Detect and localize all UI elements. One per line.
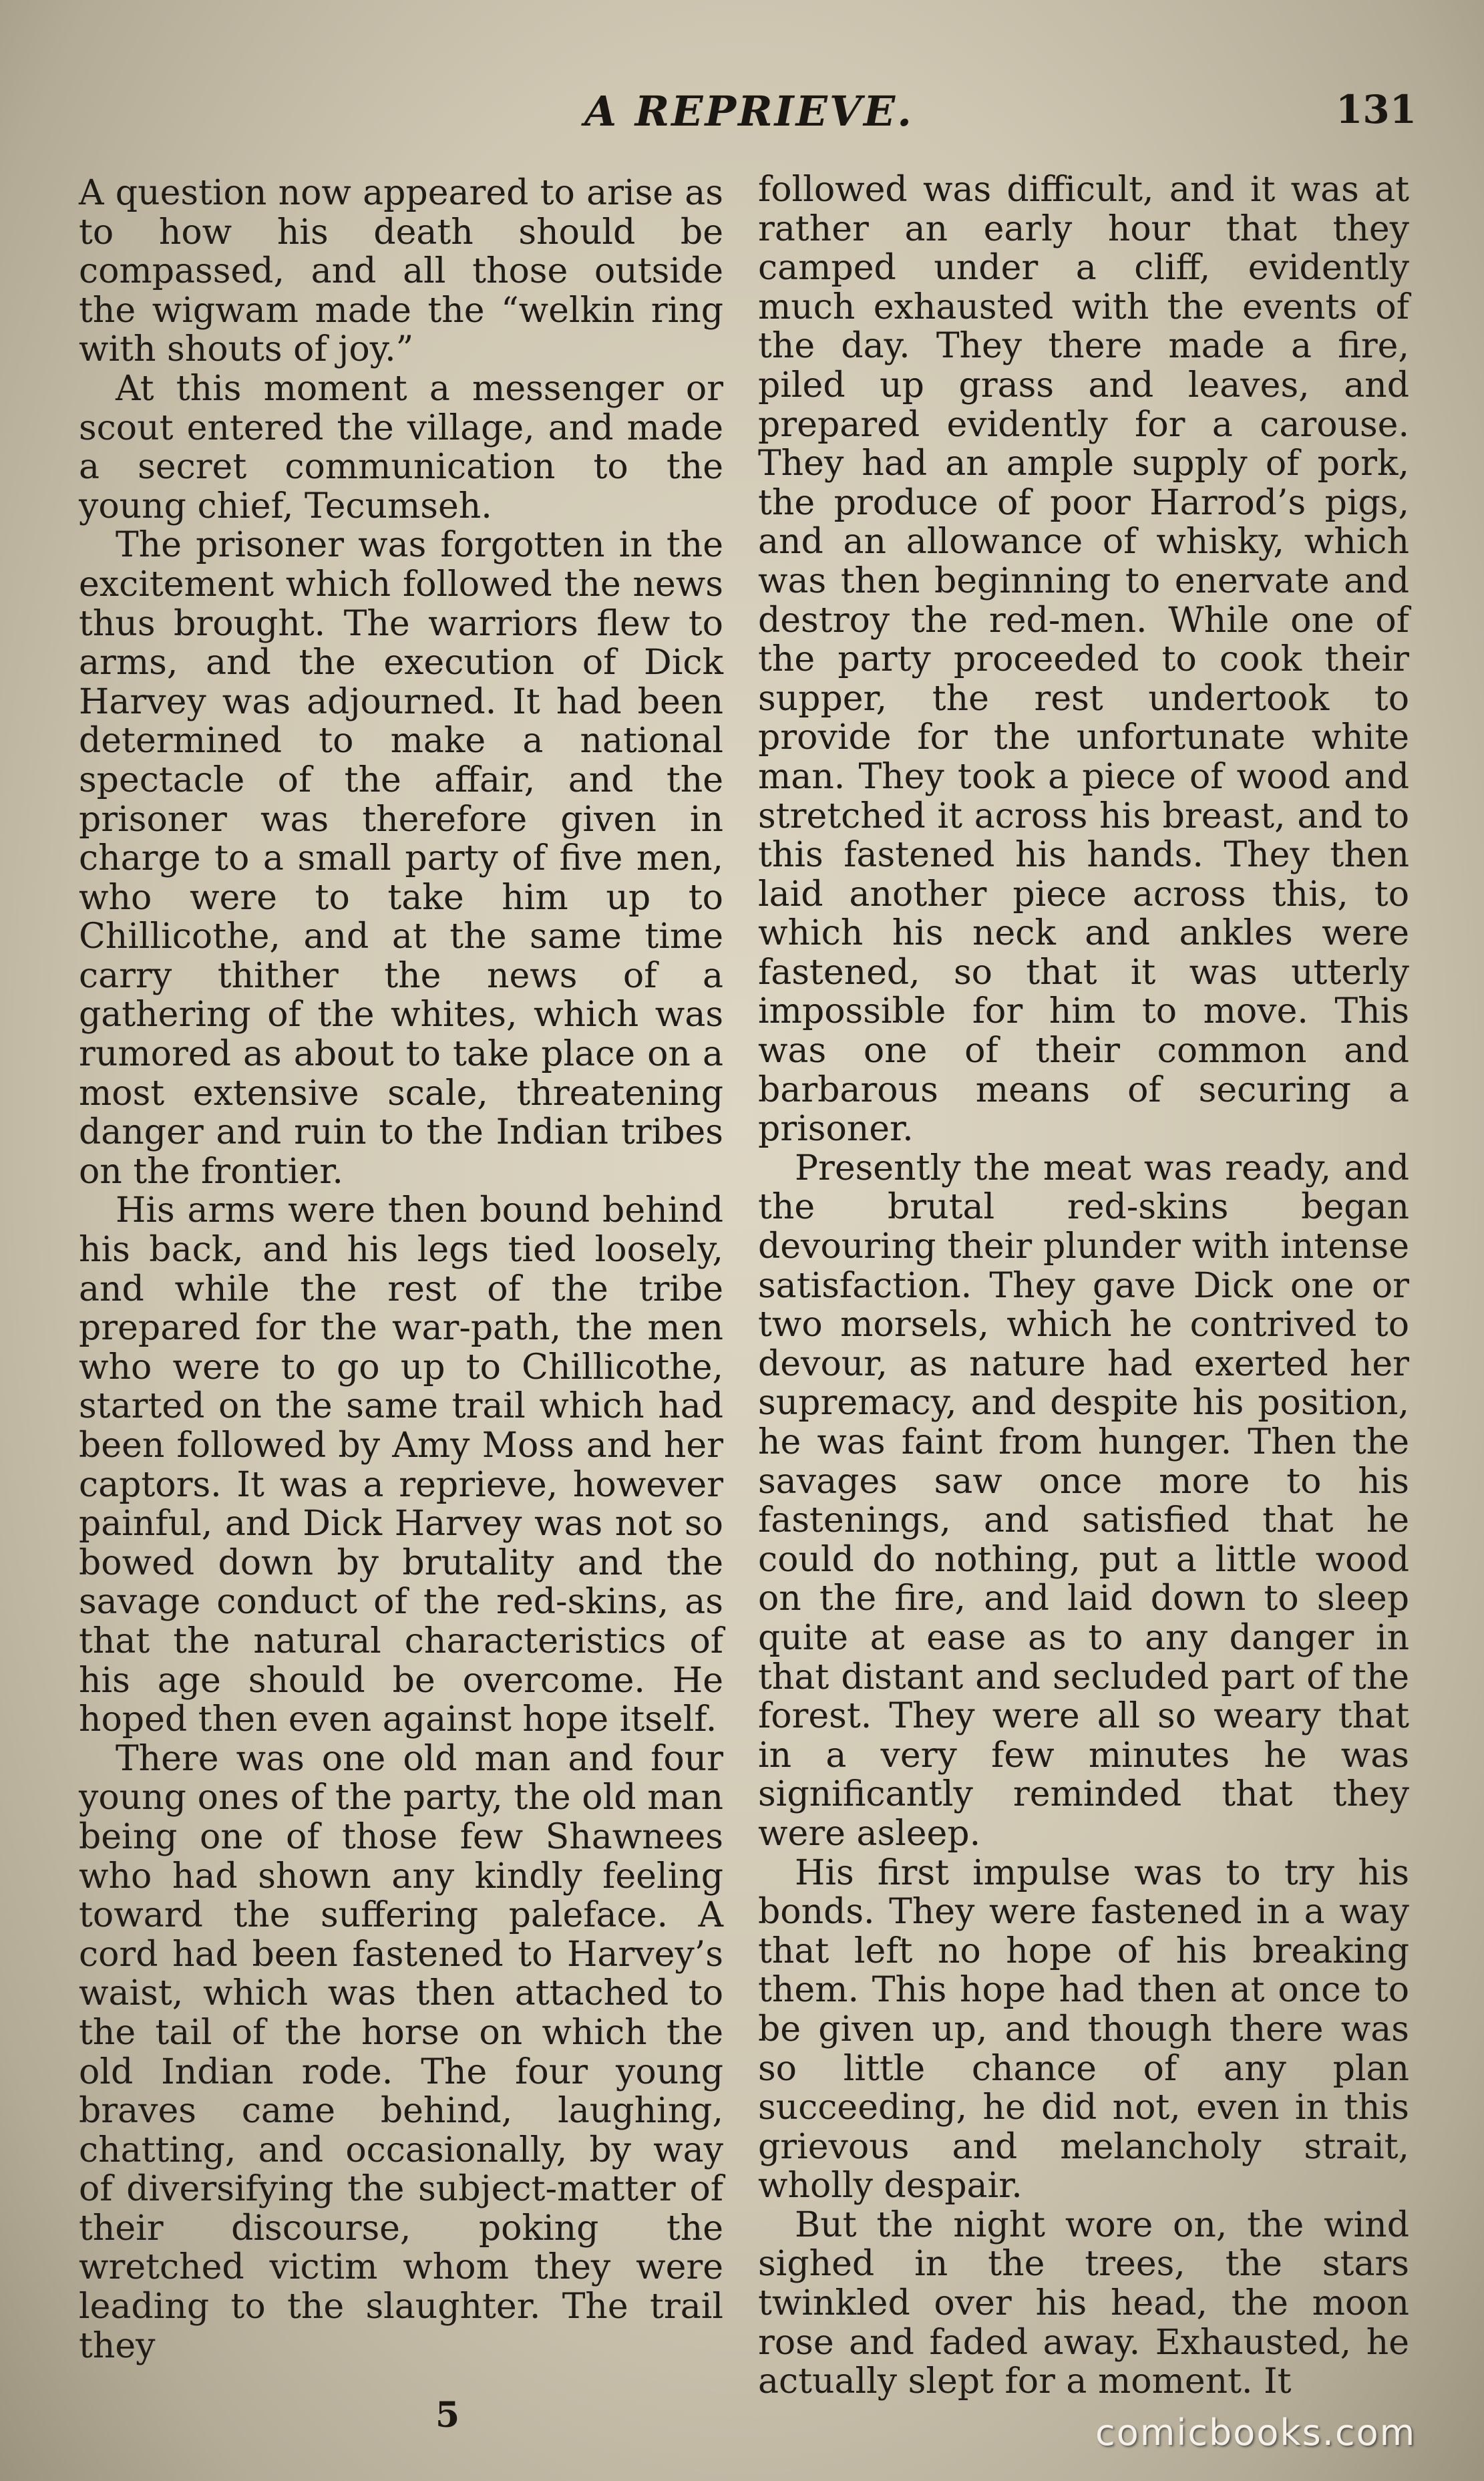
paragraph: A question now appeared to arise as to how his death should be compassed, and all those outside the wigwam made the “welkin ring with shouts of joy.” [79, 173, 723, 370]
signature-mark: 5 [435, 2395, 460, 2436]
paragraph: His arms were then bound behind his back, and his legs tied loosely, and while the rest of the tribe prepared for the war-path, the men who were to go up to Chillicothe, started on the same trail which had been followed by Amy Moss and her captors. It was a reprieve, however painful, and Dick Harvey was not so bowed down by brutality and the savage conduct of the red-skins, as that the natural characteristics of his age should be overcome. He hoped then even against hope itself. [79, 1190, 723, 1740]
paragraph: The prisoner was forgotten in the excitement which followed the news thus brought. The warriors flew to arms, and the execution of Dick Harvey was adjourned. It had been determined to make a national spectacle of the affair, and the prisoner was therefore given in charge to a small party of five men, who were to take him up to Chillicothe, and at the same time carry thither the news of a gathering of the whites, which was rumored as about to take place on a most extensive scale, threatening danger and ruin to the Indian tribes on the frontier. [79, 525, 723, 1192]
right-text-column [758, 170, 1409, 2402]
paragraph: followed was difficult, and it was at rather an early hour that they camped under a cliff, evidently much exhausted with the events of the day. They there made a fire, piled up grass and leaves, and prepared evidently for a carouse. They had an ample supply of pork, the produce of poor Harrod’s pigs, and an allowance of whisky, which was then beginning to enervate and destroy the red-men. While one of the party proceeded to cook their supper, the rest undertook to provide for the unfortunate white man. They took a piece of wood and stretched it across his breast, and to this fastened his hands. They then laid another piece across this, to which his neck and ankles were fastened, so that it was utterly impossible for him to move. This was one of their common and barbarous means of securing a prisoner. [758, 170, 1409, 1150]
paragraph: His first impulse was to try his bonds. They were fastened in a way that left no hope of his breaking them. This hope had then at once to be given up, and though there was so little chance of any plan succeeding, he did not, even in this grievous and melancholy strait, wholly despair. [758, 1852, 1409, 2206]
paragraph: But the night wore on, the wind sighed in the trees, the stars twinkled over his head, the moon rose and faded away. Exhausted, he actually slept for a moment. It [758, 2204, 1409, 2402]
paragraph: Presently the meat was ready, and the brutal red-skins began devouring their plunder with intense satisfaction. They gave Dick one or two morsels, which he contrived to devour, as nature had exerted her supremacy, and despite his position, he was faint from hunger. Then the savages saw once more to his fastenings, and satisfied that he could do nothing, put a little wood on the fire, and laid down to sleep quite at ease as to any danger in that distant and secluded part of the forest. They were all so weary that in a very few minutes he was significantly reminded that they were asleep. [758, 1148, 1409, 1854]
running-title: A REPRIEVE. [584, 87, 914, 136]
paragraph: There was one old man and four young ones of the party, the old man being one of those few Shawnees who had shown any kindly feeling toward the suffering paleface. A cord had been fastened to Harvey’s waist, which was then attached to the tail of the horse on which the old Indian rode. The four young braves came behind, laughing, chatting, and occasionally, by way of diversifying the subject-matter of their discourse, poking the wretched victim whom they were leading to the slaughter. The trail they [79, 1738, 723, 2366]
watermark: comicbooks.com [1095, 2412, 1417, 2454]
left-text-column [79, 174, 723, 2365]
page-number: 131 [1336, 87, 1417, 132]
paragraph: At this moment a messenger or scout entered the village, and made a secret communication to the young chief, Tecumseh. [79, 368, 723, 526]
page-header [0, 87, 1484, 140]
